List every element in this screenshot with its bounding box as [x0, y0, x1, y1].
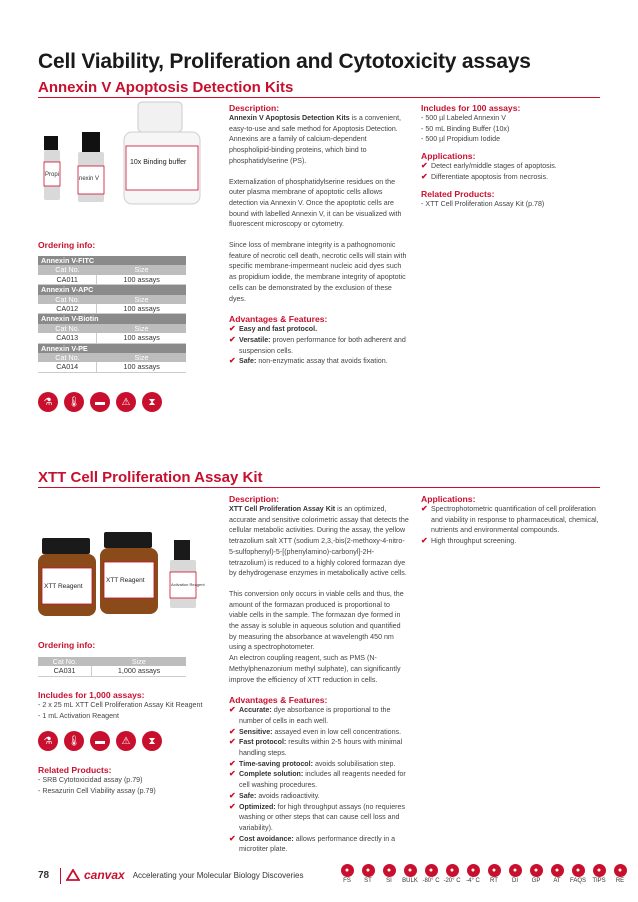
footer-tab-icon: ● [425, 864, 438, 877]
description-paragraph-1: Annexin V Apoptosis Detection Kits is a convenient, easy-to-use and safe method for Apoptosis Detection. Annexins are a family of calcium-dependent phospholipid-binding proteins, which bind to phosphatidylserine (PS). [229, 114, 402, 165]
advantage-item: ✔ Cost avoidance: allows performance directly in a microtiter plate. [229, 833, 396, 854]
description-heading: Description: [229, 494, 280, 504]
vial-label-propi: Propi [45, 172, 60, 178]
check-icon: ✔ [229, 737, 236, 747]
check-icon: ✔ [421, 161, 428, 171]
xtt-description [229, 494, 409, 855]
box-icon: ▬ [90, 731, 110, 751]
footer-tab[interactable]: ● FS [337, 864, 357, 884]
related-item[interactable]: - SRB Cytotoxicidad assay (p.79) [38, 776, 143, 784]
footer-tab-icon: ● [362, 864, 375, 877]
description-paragraph-3: An electron coupling reagent, such as PMS (N-Methylphenazonium methyl sulphate), can significantly improve the efficiency of XTT reduction in cells. [229, 654, 401, 684]
xtt-product-image [38, 510, 218, 620]
table-row: CA012 100 assays [38, 304, 186, 314]
flask-icon: ⚗ [38, 392, 58, 412]
footer-tab[interactable]: ● AT [547, 864, 567, 884]
includes-heading: Includes for 100 assays: [421, 103, 521, 113]
check-icon: ✔ [229, 790, 236, 800]
footer-tab[interactable]: ● DI [505, 864, 525, 884]
check-icon: ✔ [229, 833, 236, 843]
brand-tagline: Accelerating your Molecular Biology Discoveries [132, 870, 304, 880]
related-heading: Related Products: [421, 188, 495, 199]
hourglass-icon: ⧗ [142, 392, 162, 412]
footer-tab[interactable]: ● GP [526, 864, 546, 884]
table-header-row: Cat No. Size [38, 657, 186, 666]
vial-label-annexin: nexin V [79, 176, 100, 182]
advantage-item: ✔ Accurate: dye absorbance is proportional to the number of cells in each well. [229, 705, 391, 725]
xtt-storage-icons [38, 731, 162, 751]
advantage-item: ✔ Optimized: for high throughput assays (no requieres washing or other steps that can cause cell loss and variability). [229, 801, 405, 832]
footer-tabs [337, 864, 630, 884]
xtt-includes [38, 690, 218, 721]
box-icon: ▬ [90, 392, 110, 412]
advantage-item: ✔ Safe: avoids radioactivity. [229, 790, 320, 800]
section-divider [38, 487, 600, 488]
bottle-label: XTT Reagent [106, 577, 145, 584]
footer-tab-icon: ● [488, 864, 501, 877]
table-group-row: Annexin V-Biotin [38, 314, 186, 324]
description-heading: Description: [229, 103, 280, 113]
ordering-heading: Ordering info: [38, 240, 96, 250]
xtt-ordering-table [38, 657, 186, 677]
check-icon: ✔ [229, 769, 236, 779]
check-icon: ✔ [229, 356, 236, 366]
advantage-item: ✔ Easy and fast protocol. [229, 324, 318, 334]
applications-heading: Applications: [421, 151, 476, 162]
application-item: ✔ Spectrophotometric quantification of cell proliferation and viability in response to pharmaceutical, chemical, nutrients and environmental compounds. [421, 504, 599, 535]
footer-tab[interactable]: ● RT [484, 864, 504, 884]
section-divider [38, 97, 600, 98]
application-item: ✔ High throughput screening. [421, 536, 517, 546]
includes-item: - 50 mL Binding Buffer (10x) [421, 124, 510, 133]
xtt-related [38, 765, 218, 796]
footer-tab-icon: ● [404, 864, 417, 877]
table-header-row: Cat No. Size [38, 324, 186, 333]
description-paragraph-1: XTT Cell Proliferation Assay Kit is an optimized, accurate and sensitive colorimetric assay that detects the cellular metabolic activities. During the assay, the yellow tetrazolium salt XTT (sodium 2,3,-bis(2-methoxy-4-nitro-5-sulfophenyl)-5-[(phenylamino)-carbonyl]-2H-tetrazolium) is reduced to a highly colored formazan dye by dehydrogenase enzymes in metabolically active cells. [229, 505, 409, 578]
annexin-storage-icons [38, 392, 162, 412]
description-paragraph-2: This conversion only occurs in viable cells and thus, the amount of the formazan produced is proportional to viable cells in the sample. The formazan dye formed in the assay is soluble in aqueous solution and quantified by measuring the absorbance at wavelength 450 nm using a spectrophotometer. [229, 589, 404, 652]
check-icon: ✔ [421, 504, 428, 513]
includes-item: - 1 mL Activation Reagent [38, 711, 119, 720]
advantage-item: ✔ Complete solution: includes all reagents needed for cell washing procedures. [229, 769, 406, 790]
temperature-icon: 🌡 [64, 731, 84, 751]
advantage-item: ✔ Safe: non-enzymatic assay that avoids fixation. [229, 356, 388, 366]
advantage-item: ✔ Versatile: proven performance for both adherent and suspension cells. [229, 334, 406, 355]
footer-tab-icon: ● [572, 864, 585, 877]
advantages-heading: Advantages & Features: [229, 314, 328, 325]
application-item: ✔ Differentiate apoptosis from necrosis. [421, 171, 548, 181]
table-row: CA011 100 assays [38, 275, 186, 285]
safety-icon: ⚠ [116, 392, 136, 412]
vial-label: Activation Reagent [171, 582, 205, 587]
advantages-list [229, 324, 409, 367]
table-group-row: Annexin V-FITC [38, 256, 186, 265]
footer-tab[interactable]: ● SI [379, 864, 399, 884]
includes-item: - 500 µl Labeled Annexin V [421, 114, 506, 122]
ordering-heading: Ordering info: [38, 640, 96, 650]
footer-tab-icon: ● [551, 864, 564, 877]
flask-icon: ⚗ [38, 731, 58, 751]
footer-tab[interactable]: ● RE [610, 864, 630, 884]
footer-tab-icon: ● [530, 864, 543, 877]
page-title: Cell Viability, Proliferation and Cytotoxicity assays [38, 50, 531, 73]
table-row: CA013 100 assays [38, 333, 186, 343]
bottle-label: 10x Binding buffer [130, 159, 187, 166]
includes-heading: Includes for 1,000 assays: [38, 690, 145, 700]
page-number: 78 [38, 870, 50, 881]
description-paragraph-2: Externalization of phosphatidylserine residues on the outer plasma membrane of apoptotic cells allows detection via Annexin V. Once the apoptotic cells are bound with labelled Annexin V, it can be visualized with fluorescent microscopy or cytometry. [229, 177, 402, 229]
related-item[interactable]: - XTT Cell Proliferation Assay Kit (p.78) [421, 199, 545, 208]
check-icon: ✔ [229, 758, 236, 768]
table-row: CA031 1,000 assays [38, 666, 186, 676]
annexin-right-column [421, 103, 601, 209]
advantages-list [229, 705, 409, 855]
check-icon: ✔ [421, 536, 428, 546]
related-item[interactable]: - Resazurin Cell Viability assay (p.79) [38, 786, 156, 795]
footer-tab-icon: ● [593, 864, 606, 877]
brand-logo [66, 868, 303, 882]
footer-tab[interactable]: ● ST [358, 864, 378, 884]
check-icon: ✔ [229, 705, 236, 715]
logo-triangle-icon [66, 869, 80, 881]
brand-name: canvax [84, 868, 125, 882]
check-icon: ✔ [229, 324, 236, 334]
safety-icon: ⚠ [116, 731, 136, 751]
footer-tab[interactable]: ● TIPS [589, 864, 609, 884]
footer-tab-icon: ● [446, 864, 459, 877]
applications-heading: Applications: [421, 494, 476, 504]
advantages-heading: Advantages & Features: [229, 695, 328, 706]
includes-item: - 2 x 25 mL XTT Cell Proliferation Assay Kit Reagent [38, 701, 203, 709]
table-group-row: Annexin V-APC [38, 285, 186, 295]
advantage-item: ✔ Fast protocol: results within 2-5 hours with minimal handling steps. [229, 737, 403, 758]
temperature-icon: 🌡 [64, 392, 84, 412]
check-icon: ✔ [229, 334, 236, 344]
application-item: ✔ Detect early/middle stages of apoptosis. [421, 161, 557, 171]
description-paragraph-3: Since loss of membrane integrity is a pathognomonic feature of necrotic cell death, necrotic cells will stain with specific membrane-impermeant nucleic acid dyes such as propidium iodide, the membrane integrity of apoptotic cells can be demonstrated by the exclusion of these dyes. [229, 241, 407, 303]
related-heading: Related Products: [38, 765, 112, 775]
hourglass-icon: ⧗ [142, 731, 162, 751]
table-group-row: Annexin V-PE [38, 343, 186, 353]
footer-tab-icon: ● [509, 864, 522, 877]
footer-tab[interactable]: ● -4° C [463, 864, 483, 884]
footer-tab-icon: ● [614, 864, 627, 877]
check-icon: ✔ [421, 171, 428, 181]
footer-tab[interactable]: ● BULK [400, 864, 420, 884]
advantage-item: ✔ Sensitive: assayed even in low cell concentrations. [229, 726, 402, 736]
footer-divider [60, 868, 61, 884]
footer-tab[interactable]: ● FAQS [568, 864, 588, 884]
xtt-right-column [421, 494, 601, 547]
annexin-description [229, 103, 409, 367]
table-header-row: Cat No. Size [38, 353, 186, 362]
footer-tab[interactable]: ● -80° C [421, 864, 441, 884]
annexin-ordering-table [38, 256, 186, 373]
footer-tab[interactable]: ● -20° C [442, 864, 462, 884]
section-title-annexin: Annexin V Apoptosis Detection Kits [38, 79, 294, 96]
table-header-row: Cat No. Size [38, 295, 186, 304]
section-title-xtt: XTT Cell Proliferation Assay Kit [38, 469, 263, 486]
table-row: CA014 100 assays [38, 362, 186, 372]
table-header-row: Cat No. Size [38, 265, 186, 274]
bottle-label: XTT Reagent [44, 583, 83, 590]
check-icon: ✔ [229, 726, 236, 736]
footer-tab-icon: ● [341, 864, 354, 877]
advantage-item: ✔ Time-saving protocol: avoids solubilisation step. [229, 758, 396, 768]
check-icon: ✔ [229, 801, 236, 811]
includes-item: - 500 µl Propidium Iodide [421, 135, 501, 144]
footer-tab-icon: ● [467, 864, 480, 877]
footer-tab-icon: ● [383, 864, 396, 877]
annexin-product-image [38, 100, 218, 210]
